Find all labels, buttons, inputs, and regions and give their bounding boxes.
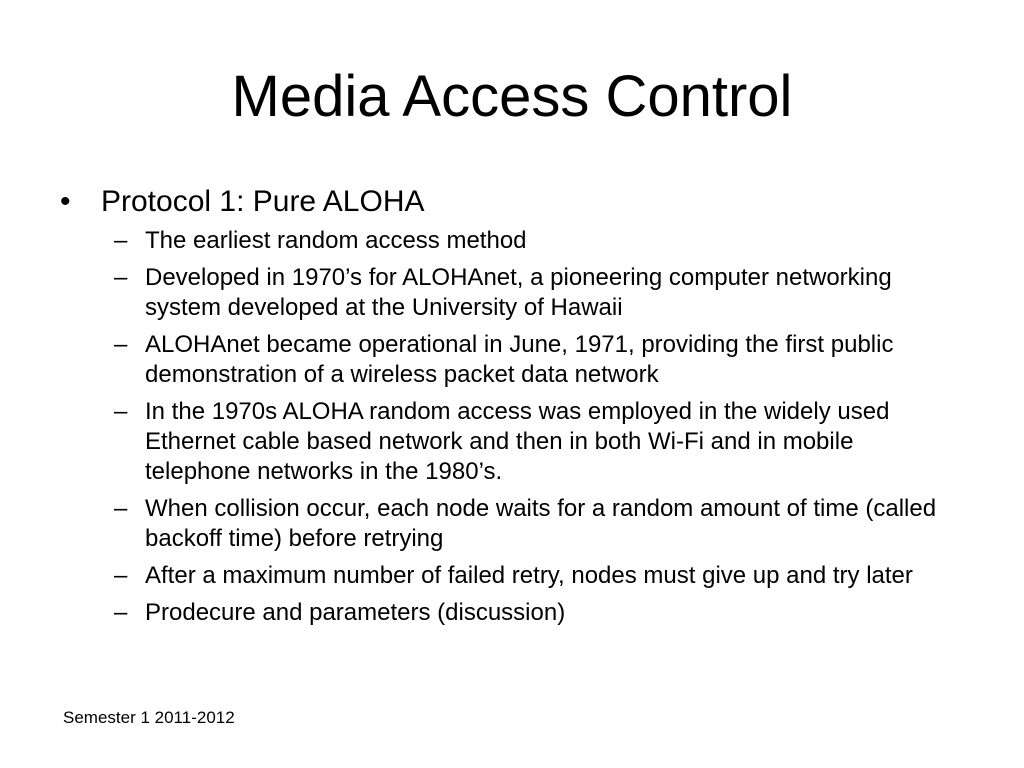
sub-bullet-item (58, 494, 965, 554)
sub-bullet-text: The earliest random access method (145, 227, 527, 254)
dash-marker: – (114, 599, 128, 626)
sub-bullet-text: Prodecure and parameters (discussion) (145, 599, 566, 626)
sub-bullet-text: ALOHAnet became operational in June, 1971, providing the first public demonstration of a wireless packet data network (145, 331, 894, 388)
bullet-marker: • (60, 185, 71, 218)
sub-bullet-text: Developed in 1970’s for ALOHAnet, a pioneering computer networking system developed at the University of Hawaii (145, 264, 892, 321)
sub-bullet-item (58, 397, 965, 487)
sub-bullet-text: When collision occur, each node waits for a random amount of time (called backoff time) before retrying (145, 495, 937, 552)
slide-footer: Semester 1 2011-2012 (63, 708, 235, 727)
slide-content (58, 182, 978, 635)
slide-title: Media Access Control (231, 64, 793, 129)
dash-marker: – (114, 495, 128, 522)
sub-bullet-item (58, 561, 965, 591)
sub-bullet-item (58, 330, 965, 390)
sub-bullet-item (58, 226, 965, 256)
sub-bullet-text: After a maximum number of failed retry, nodes must give up and try later (145, 562, 913, 589)
dash-marker: – (114, 562, 128, 589)
bullet-text: Protocol 1: Pure ALOHA (101, 185, 425, 218)
sub-bullet-item (58, 598, 965, 628)
sub-bullet-item (58, 263, 965, 323)
sub-bullet-list (58, 226, 978, 628)
sub-bullet-text: In the 1970s ALOHA random access was employed in the widely used Ethernet cable based network and then in both Wi-Fi and in mobile telephone networks in the 1980’s. (145, 398, 890, 485)
bullet-protocol (58, 182, 978, 222)
dash-marker: – (114, 398, 128, 425)
dash-marker: – (114, 331, 128, 358)
dash-marker: – (114, 264, 128, 291)
dash-marker: – (114, 227, 128, 254)
